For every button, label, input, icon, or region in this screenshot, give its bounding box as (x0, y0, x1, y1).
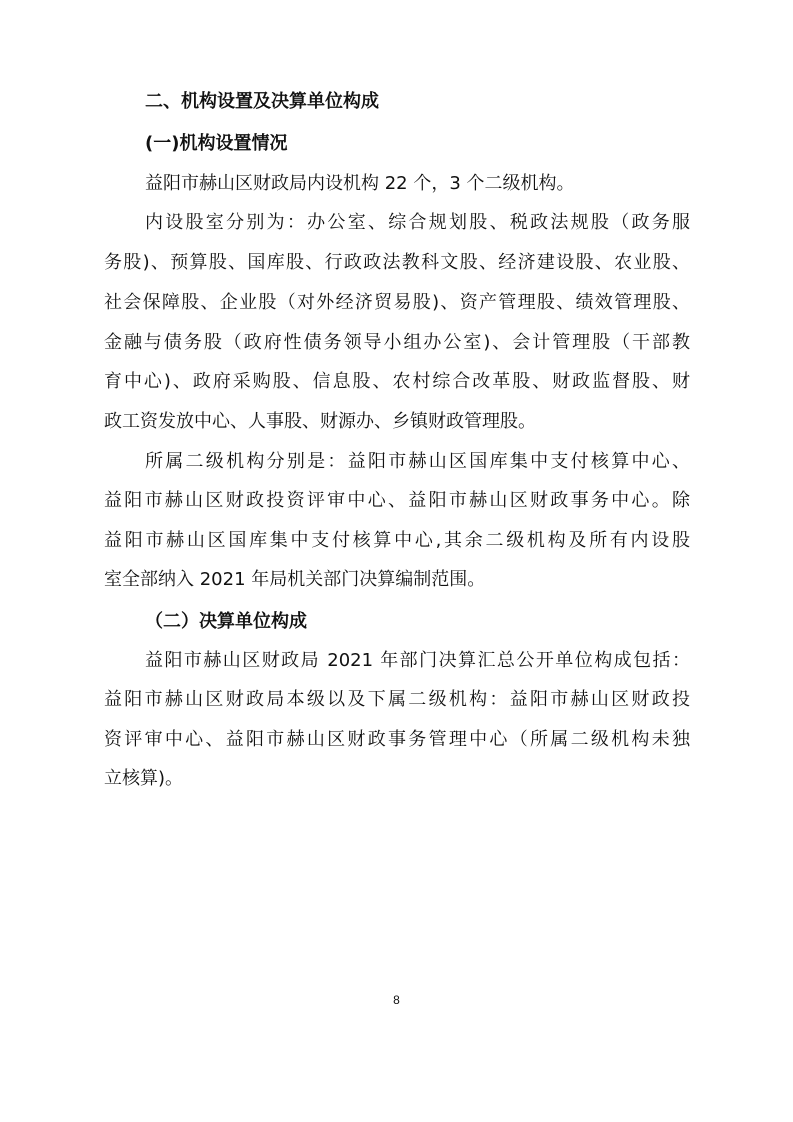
paragraph-line: 益阳市赫山区国库集中支付核算中心,其余二级机构及所有内设股 (104, 530, 690, 551)
paragraph-line: 务股)、预算股、国库股、行政政法教科文股、经济建设股、农业股、 (104, 252, 690, 273)
paragraph-line: 金融与债务股（政府性债务领导小组办公室)、会计管理股（干部教 (104, 332, 690, 353)
paragraph-line: 政工资发放中心、人事股、财源办、乡镇财政管理股。 (104, 411, 536, 432)
paragraph-line: 益阳市赫山区财政局 2021 年部门决算汇总公开单位构成包括： (145, 650, 690, 671)
subsection-title-budget-units: （二）决算单位构成 (145, 611, 307, 632)
paragraph-line: 立核算)。 (104, 768, 184, 789)
paragraph-line: 内设股室分别为：办公室、综合规划股、税政法规股（政务服 (145, 212, 690, 233)
paragraph-line: 社会保障股、企业股（对外经济贸易股)、资产管理股、绩效管理股、 (104, 292, 690, 313)
paragraph-line: 室全部纳入 2021 年局机关部门决算编制范围。 (104, 569, 486, 590)
paragraph-intro: 益阳市赫山区财政局内设机构 22 个，3 个二级机构。 (145, 173, 575, 194)
page-number: 8 (393, 993, 400, 1007)
paragraph-line: 育中心)、政府采购股、信息股、农村综合改革股、财政监督股、财 (104, 371, 690, 392)
paragraph-line: 益阳市赫山区财政投资评审中心、益阳市赫山区财政事务中心。除 (104, 490, 690, 511)
paragraph-line: 益阳市赫山区财政局本级以及下属二级机构：益阳市赫山区财政投 (104, 689, 690, 710)
subsection-title-org-setup: (一)机构设置情况 (145, 133, 288, 154)
paragraph-line: 所属二级机构分别是：益阳市赫山区国库集中支付核算中心、 (145, 451, 690, 472)
section-title: 二、机构设置及决算单位构成 (145, 91, 379, 112)
paragraph-line: 资评审中心、益阳市赫山区财政事务管理中心（所属二级机构未独 (104, 729, 690, 750)
